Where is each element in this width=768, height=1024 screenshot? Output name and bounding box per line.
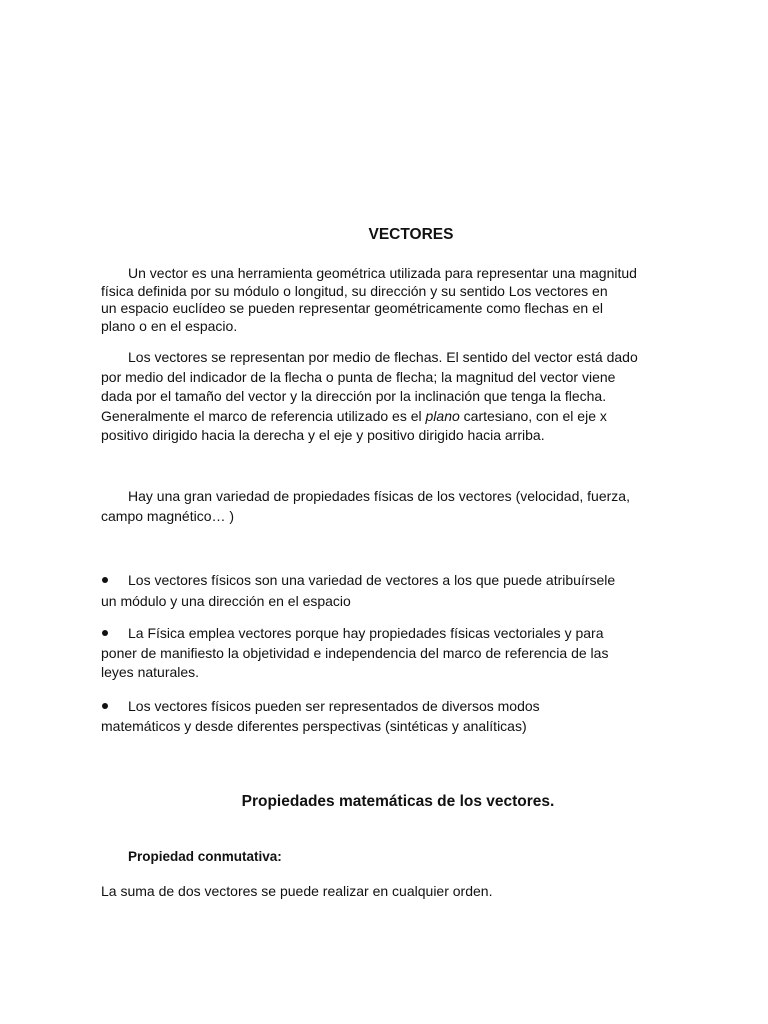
paragraph-line: positivo dirigido hacia la derecha y el eje y positivo dirigido hacia arriba. [101, 427, 545, 443]
paragraph-line: plano o en el espacio. [101, 317, 238, 334]
paragraph-line: física definida por su módulo o longitud, su dirección y su sentido Los vectores en [101, 282, 608, 299]
paragraph-line: Hay una gran variedad de propiedades físicas de los vectores (velocidad, fuerza, [128, 488, 630, 504]
section-title: Propiedades matemáticas de los vectores. [241, 793, 555, 810]
bullet-text: Los vectores físicos pueden ser representados de diversos modos [128, 698, 540, 714]
bullet-text: matemáticos y desde diferentes perspectivas (sintéticas y analíticas) [101, 718, 527, 734]
property-text: La suma de dos vectores se puede realizar en cualquier orden. [101, 883, 493, 899]
page-title: VECTORES [368, 226, 454, 243]
bullet-text: Los vectores físicos son una variedad de vectores a los que puede atribuírsele [128, 572, 616, 588]
paragraph-line: Un vector es una herramienta geométrica utilizada para representar una magnitud [128, 265, 637, 281]
paragraph-line: Generalmente el marco de referencia utilizado es el [101, 407, 426, 424]
paragraph-line: campo magnético… ) [101, 507, 235, 524]
bullet-text: La Física emplea vectores porque hay propiedades físicas vectoriales y para [128, 625, 604, 641]
bullet-text: poner de manifiesto la objetividad e independencia del marco de referencia de las [101, 644, 609, 661]
bullet-item [101, 570, 701, 612]
paragraph-representation [101, 348, 701, 446]
bullet-item [101, 696, 701, 736]
italic-word: plano [425, 407, 460, 424]
paragraph-line: por medio del indicador de la flecha o punta de flecha; la magnitud del vector viene [101, 368, 616, 385]
paragraph-properties [101, 487, 701, 526]
property-heading: Propiedad conmutativa: [128, 849, 282, 864]
bullet-text: leyes naturales. [101, 664, 200, 680]
bullet-icon [101, 624, 128, 644]
bullet-text: un módulo y una dirección en el espacio [101, 593, 351, 609]
paragraph-line: dada por el tamaño del vector y la dirección por la inclinación que tenga la flecha. [101, 388, 607, 404]
paragraph-definition [101, 265, 701, 335]
bullet-item [101, 624, 701, 683]
paragraph-line: Los vectores se representan por medio de flechas. El sentido del vector está dado [128, 349, 638, 365]
paragraph-line: un espacio euclídeo se pueden representar geométricamente como flechas en el [101, 300, 603, 316]
bullet-icon [101, 696, 128, 716]
bullet-icon [101, 570, 128, 591]
paragraph-line: cartesiano, con el eje x [459, 407, 607, 424]
